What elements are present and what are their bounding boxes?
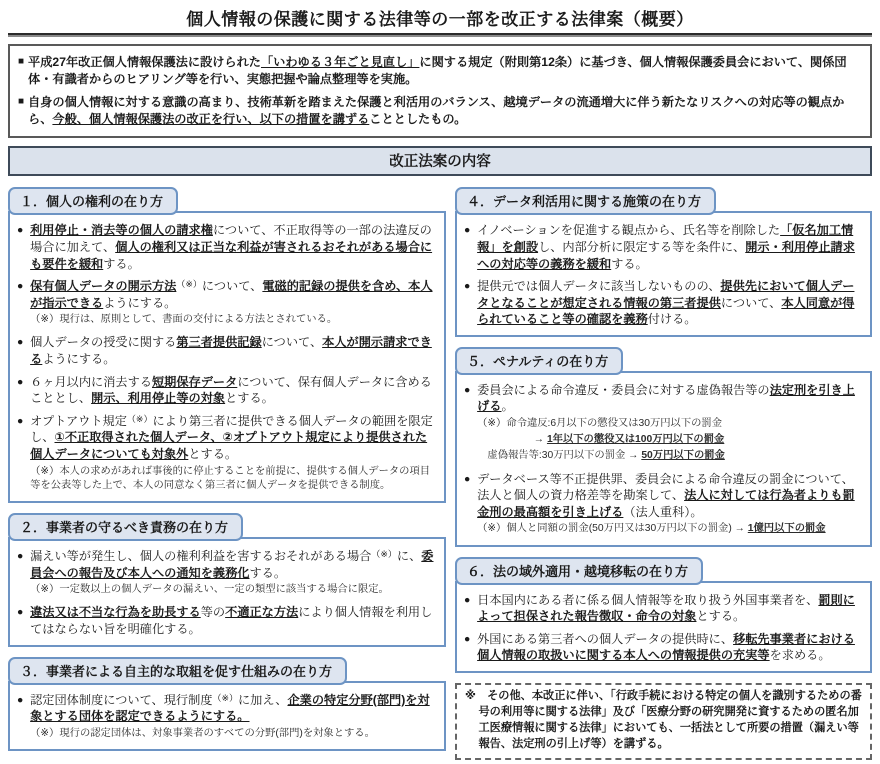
text-segment: 付ける。 (647, 312, 697, 327)
text-segment: 不適正な方法 (225, 605, 299, 620)
text-segment: 法人に対しては行為者よりも罰金刑の最高額を引き上げる (477, 488, 855, 519)
circle-bullet-icon: ● (17, 375, 24, 388)
intro-box (8, 44, 872, 138)
text-segment: により第三者に提供できる個人データの範囲を限定し、 (30, 413, 433, 445)
section-title: ４．データ利活用に関する施策の在り方 (467, 194, 702, 210)
text-segment: を求める。 (769, 648, 831, 663)
bullet-item (464, 382, 862, 465)
circle-bullet-icon: ● (17, 336, 24, 349)
circle-bullet-icon: ● (464, 280, 471, 293)
bullet-item (464, 222, 862, 272)
text-segment: 。 (501, 399, 514, 414)
circle-bullet-icon: ● (17, 280, 24, 293)
section-tab (455, 187, 716, 215)
bullet-item (17, 604, 436, 637)
text-segment: 外国にある第三者への個人データの提供時に、 (477, 631, 734, 646)
section-body (8, 211, 446, 503)
text-segment: 企業の特定分野(部門)を対象とする団体を認定できるようにする。 (30, 692, 430, 724)
section-tab (455, 557, 703, 585)
text-segment: 虚偽報告等:30万円以下の罰金 → (487, 450, 642, 462)
text-segment: （※）命令違反:6月以下の懲役又は30万円以下の罰金 (477, 418, 723, 430)
footnote-note (487, 449, 862, 463)
footnote-note (477, 417, 862, 431)
section-body (455, 211, 872, 337)
text-segment: 本人同意が得られていること等の確認を義務 (477, 295, 855, 327)
bullet-text (477, 631, 862, 664)
bullet-text (30, 692, 436, 742)
bullet-item (464, 278, 862, 328)
circle-bullet-icon: ● (464, 632, 471, 645)
title-divider (8, 33, 872, 37)
circle-bullet-icon: ● (464, 224, 471, 237)
text-segment: について、 (720, 295, 782, 310)
square-bullet-icon: ■ (18, 56, 25, 67)
circle-bullet-icon: ● (17, 224, 24, 237)
circle-bullet-icon: ● (17, 414, 24, 427)
footnote-note (30, 313, 436, 327)
text-segment: する。 (103, 256, 140, 271)
intro-item (18, 54, 860, 89)
circle-bullet-icon: ● (17, 693, 24, 706)
bullet-item (17, 334, 436, 367)
left-column (8, 177, 446, 751)
text-segment: イノベーションを促進する観点から、氏名等を削除した (477, 223, 781, 238)
text-segment: 1年以下の懲役又は100万円以下の罰金 (546, 434, 725, 446)
text-segment: 法定刑を引き上げる (477, 382, 855, 414)
bullet-text (477, 278, 862, 328)
text-segment: （※）現行は、原則として、書面の交付による方法とされている。 (30, 314, 338, 326)
text-segment: 保有個人データの開示方法 (30, 279, 177, 294)
bullet-item (17, 222, 436, 272)
section-data-utilization (455, 187, 872, 337)
text-segment: （※） (371, 549, 397, 560)
page-title: 個人情報の保護に関する法律等の一部を改正する法律案（概要） (186, 10, 694, 29)
bullet-text (30, 548, 436, 598)
text-segment: する。 (249, 565, 287, 580)
text-segment: に関する規定（附則第12条）に基づき、個人情報保護委員会において、関係団体・有識者からのヒアリング等を行い、実態把握や論点整理等を実施。 (28, 55, 847, 87)
bullet-item (17, 278, 436, 328)
text-segment: し、内部分析に限定する等を条件に、 (538, 239, 746, 254)
section-title: １．個人の権利の在り方 (20, 194, 164, 210)
text-segment: について、 (201, 279, 263, 294)
text-segment: 等の (200, 605, 226, 620)
text-segment: 個人の権利又は正当な利益が害されるおそれがある場合にも要件を緩和 (30, 239, 433, 271)
text-segment: について、保有個人データに含めることとし、 (30, 374, 432, 406)
text-segment: 提供元では個人データに該当しないものの、 (477, 279, 721, 294)
text-segment: 短期保存データ (152, 374, 238, 389)
intro-list (18, 54, 860, 128)
text-segment: （法人重科）。 (623, 504, 703, 519)
bullet-text (477, 592, 862, 625)
text-segment: 開示・利用停止請求への対応等の義務を緩和 (477, 239, 855, 271)
bullet-text (30, 374, 436, 407)
section-body (8, 681, 446, 751)
footnote-text: ※ その他、本改正に伴い、「行政手続における特定の個人を識別するための番号の利用等に関する法律」及び「医療分野の研究開発に資するための匿名加工医療情報に関する法律」においても、一括法として所要の措置（漏えい等報告、法定刑の引上げ等）を講ずる。 (465, 690, 862, 750)
text-segment: （※）一定数以上の個人データの漏えい、一定の類型に該当する場合に限定。 (30, 584, 389, 596)
text-segment: について、不正取得等の一部の法違反の場合に加えて、 (30, 223, 432, 254)
text-segment: 提供先において個人データとなることが想定される情報の第三者提供 (477, 279, 855, 310)
circle-bullet-icon: ● (464, 593, 471, 606)
text-segment: 電磁的記録の提供を含め、本人が指示できる (30, 279, 433, 310)
footnote-box (455, 683, 872, 760)
text-segment: 開示、利用停止等の対象 (91, 391, 226, 406)
content-header-label: 改正法案の内容 (389, 154, 491, 171)
text-segment: （※）本人の求めがあれば事後的に停止することを前提に、提供する個人データの項目等を公表等した上で、本人の同意なく第三者に個人データを提供できる制度。 (30, 465, 431, 491)
right-column (455, 177, 872, 759)
text-segment: 本人が開示請求できる (30, 335, 432, 367)
bullet-text (477, 222, 862, 272)
text-segment: ようにする。 (42, 352, 116, 367)
text-segment: に加え、 (238, 692, 288, 707)
circle-bullet-icon: ● (17, 606, 24, 619)
bullet-item (464, 592, 862, 625)
bullet-item (17, 548, 436, 598)
section-title: ５．ペナルティの在り方 (467, 353, 609, 369)
text-segment: 1億円以下の罰金 (747, 523, 826, 535)
bullet-text (477, 471, 862, 538)
text-segment: する。 (611, 256, 648, 271)
two-column-layout (8, 177, 872, 759)
bullet-item (464, 631, 862, 664)
section-extraterritorial (455, 557, 872, 673)
section-title: ６．法の域外適用・越境移転の在り方 (467, 563, 689, 579)
footnote-note (30, 727, 436, 741)
circle-bullet-icon: ● (17, 550, 24, 563)
text-segment: 委員会への報告及び本人への通知を義務化 (30, 549, 434, 580)
text-segment: （※）個人と同額の罰金(50万円又は30万円以下の罰金) → (477, 523, 748, 535)
bullet-text (477, 382, 862, 465)
section-tab (8, 187, 178, 215)
bullet-text (30, 222, 436, 272)
bullet-item (17, 413, 436, 494)
section-tab (455, 347, 623, 375)
text-segment: に、 (396, 549, 422, 564)
text-segment: → (533, 434, 547, 446)
text-segment: （※） (176, 279, 202, 290)
intro-item (18, 94, 860, 129)
text-segment: 違法又は不当な行為を助長する (30, 605, 201, 620)
square-bullet-icon: ■ (18, 95, 25, 107)
text-segment: 「いわゆる３年ごと見直し」 (260, 55, 420, 69)
intro-text (28, 94, 860, 129)
text-segment: により個人情報を利用してはならない旨を明確化する。 (30, 605, 433, 637)
text-segment: ①不正取得された個人データ、②オプトアウト規定により提供された個人データについても対象外 (30, 430, 428, 462)
section-body (455, 581, 872, 673)
text-segment: オプトアウト規定 (30, 413, 127, 428)
bullet-text (30, 604, 436, 637)
section-title: ３．事業者による自主的な取組を促す仕組みの在り方 (20, 663, 333, 679)
text-segment: 罰則によって担保された報告徴収・命令の対象 (477, 592, 855, 624)
text-segment: ６ヶ月以内に消去する (30, 374, 152, 389)
bullet-item (464, 471, 862, 538)
text-segment: 日本国内にある者に係る個人情報等を取り扱う外国事業者を、 (477, 592, 819, 607)
text-segment: こととしたもの。 (369, 111, 467, 126)
text-segment: 移転先事業者における個人情報の取扱いに関する本人への情報提供の充実等 (477, 631, 855, 663)
text-segment: （※） (212, 692, 238, 703)
bullet-text (30, 278, 436, 328)
footnote-note (534, 433, 862, 447)
text-segment: 自身の個人情報に対する意識の高まり、技術革新を踏まえた保護と利活用のバランス、越境データの流通増大に伴う新たなリスクへの対応等の観点から、 (28, 94, 845, 126)
text-segment: とする。 (696, 609, 746, 624)
text-segment: （※） (126, 413, 153, 424)
text-segment: 漏えい等が発生し、個人の権利利益を害するおそれがある場合 (30, 549, 372, 564)
text-segment: について、 (261, 335, 323, 350)
bullet-item (17, 692, 436, 742)
text-segment: 利用停止・消去等の個人の請求権 (30, 223, 213, 238)
text-segment: ようにする。 (103, 295, 177, 310)
text-segment: とする。 (225, 391, 274, 406)
circle-bullet-icon: ● (464, 383, 471, 396)
section-tab (8, 513, 243, 541)
text-segment: 「仮名加工情報」を創設 (477, 223, 854, 254)
section-penalties (455, 347, 872, 547)
section-title: ２．事業者の守るべき責務の在り方 (20, 520, 229, 536)
footnote-note (30, 583, 436, 597)
content-header-bar (8, 146, 872, 176)
bullet-text (30, 334, 436, 367)
section-body (455, 371, 872, 547)
text-segment: 今般、個人情報保護法の改正を行い、以下の措置を講ずる (52, 111, 370, 126)
text-segment: 委員会による命令違反・委員会に対する虚偽報告等の (477, 382, 770, 397)
section-personal-rights (8, 187, 446, 503)
intro-text (28, 54, 860, 89)
text-segment: 50万円以下の罰金 (641, 450, 725, 462)
footnote-note (477, 522, 862, 536)
text-segment: とする。 (188, 447, 238, 462)
circle-bullet-icon: ● (464, 472, 471, 485)
text-segment: 認定団体制度について、現行制度 (30, 692, 213, 707)
text-segment: （※）現行の認定団体は、対象事業者のすべての分野(部門)を対象とする。 (30, 727, 375, 739)
bullet-text (30, 413, 436, 494)
bullet-item (17, 374, 436, 407)
footnote-note (30, 465, 436, 493)
section-body (8, 537, 446, 647)
section-business-obligations (8, 513, 446, 647)
text-segment: 平成27年改正個人情報保護法に設けられた (28, 55, 261, 69)
text-segment: 第三者提供記録 (176, 335, 262, 350)
text-segment: 個人データの授受に関する (30, 335, 177, 350)
text-segment: データベース等不正提供罪、委員会による命令違反の罰金について、法人と個人の資力格差等を勘案して、 (477, 471, 854, 503)
